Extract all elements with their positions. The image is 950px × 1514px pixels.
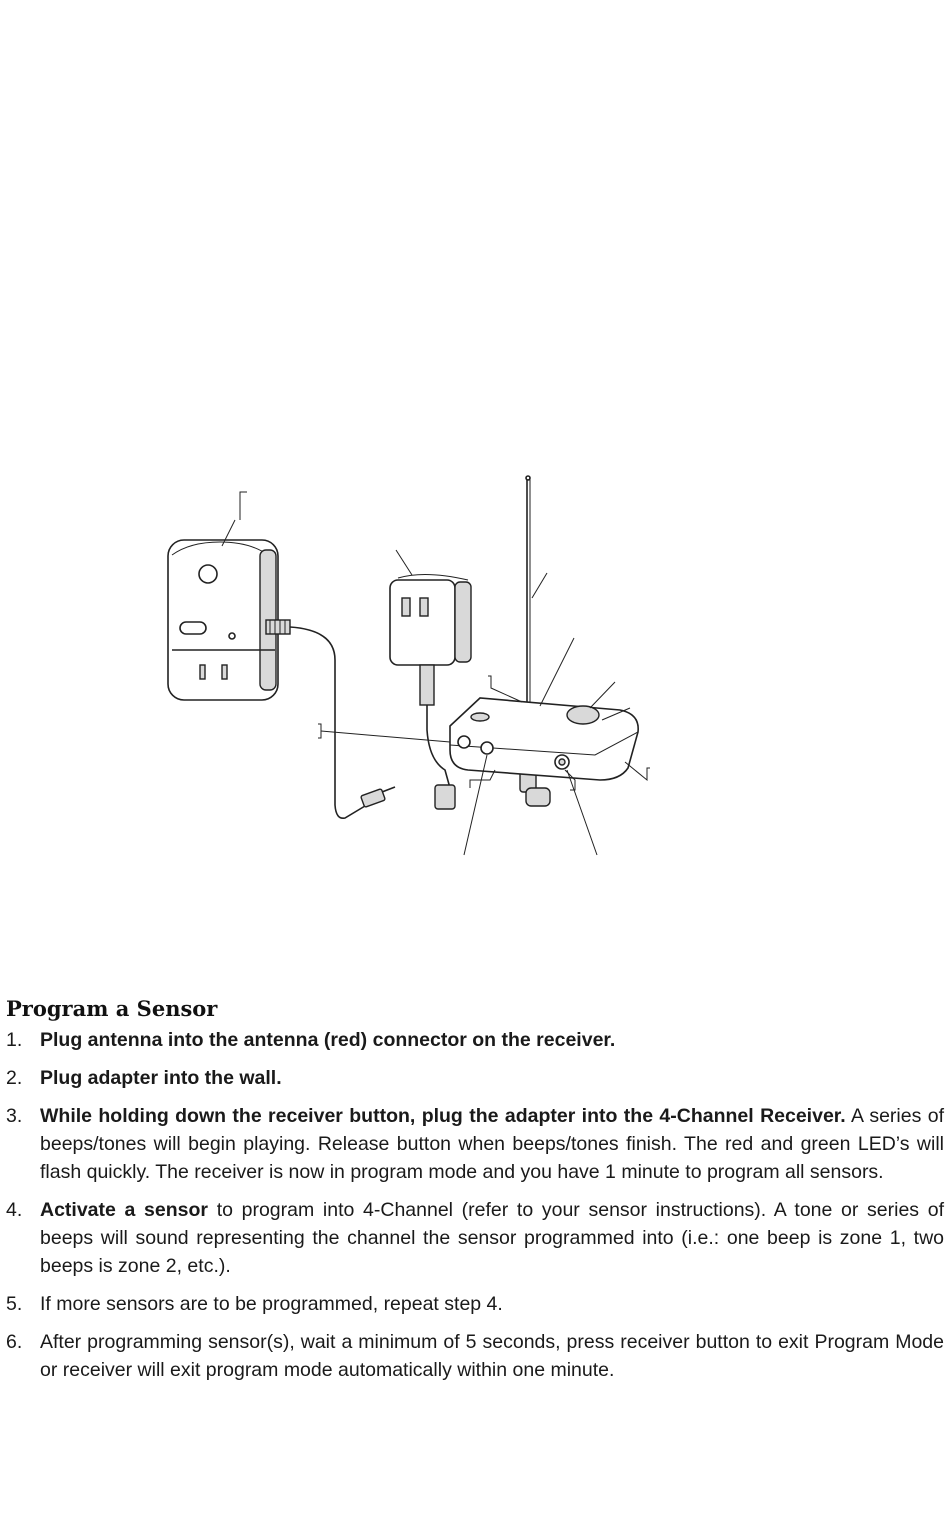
step-number: 4.	[6, 1199, 23, 1221]
dc-plug	[361, 787, 395, 807]
plug-in-chime-unit	[168, 540, 290, 700]
step-text: If more sensors are to be programmed, repeat step 4.	[40, 1293, 503, 1315]
section-title: Program a Sensor	[6, 996, 218, 1021]
step-number: 3.	[6, 1105, 23, 1127]
step-number: 2.	[6, 1067, 23, 1089]
step-number: 6.	[6, 1331, 23, 1353]
step-text: A series of beeps/tones will begin playing. Release button when beeps/tones finish. The red and green LED’s will flash quickly. The receiver is now in program mode and you have 1 minute to program all sensors.	[40, 1105, 944, 1183]
wall-adapter	[390, 574, 471, 809]
step-bold-text: Plug adapter into the wall.	[40, 1067, 282, 1089]
step-number: 5.	[6, 1293, 23, 1315]
step-item	[6, 1064, 944, 1092]
step-item	[6, 1196, 944, 1280]
step-bold-text: Activate a sensor	[40, 1199, 209, 1221]
step-item	[6, 1026, 944, 1054]
step-text: After programming sensor(s), wait a minimum of 5 seconds, press receiver button to exit Program Mode or receiver will exit program mode automatically within one minute.	[40, 1331, 944, 1381]
step-bold-text: While holding down the receiver button, plug the adapter into the 4-Channel Receiver.	[40, 1105, 846, 1127]
four-channel-receiver	[450, 698, 638, 780]
step-bold-text: Plug antenna into the antenna (red) connector on the receiver.	[40, 1029, 616, 1051]
step-item	[6, 1102, 944, 1186]
step-item	[6, 1328, 944, 1384]
step-number: 1.	[6, 1029, 23, 1051]
product-setup-illustration	[150, 470, 670, 870]
step-item	[6, 1290, 944, 1318]
step-text: to program into 4-Channel (refer to your sensor instructions). A tone or series of beeps will sound representing the channel the sensor programmed into (i.e.: one beep is zone 1, two beeps is zone 2, etc.).	[40, 1199, 944, 1277]
program-steps-list	[6, 1026, 944, 1394]
